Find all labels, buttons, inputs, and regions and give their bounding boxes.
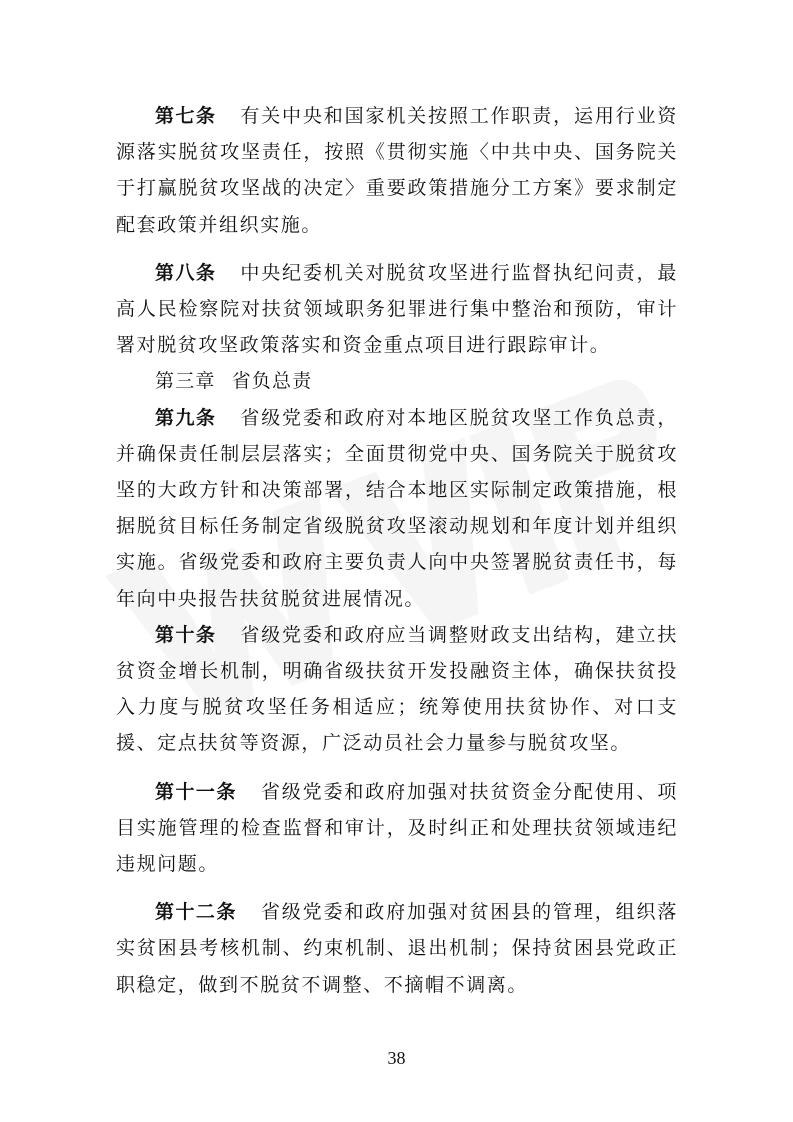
article-text: 省级党委和政府对本地区脱贫攻坚工作负总责，并确保责任制层层落实；全面贯彻党中央、国务院关于脱贫攻坚的大政方针和决策部署，结合本地区实际制定政策措施，根据脱贫目标任务制定省级脱贫攻坚滚动规划和年度计划并组织实施。省级党委和政府主要负责人向中央签署脱贫责任书，每年向中央报告扶贫脱贫进展情况。 [116, 406, 678, 610]
article-heading: 第十一条 [155, 780, 237, 803]
article-paragraph [116, 774, 678, 883]
article-paragraph [116, 400, 678, 617]
article-text: 省级党委和政府加强对贫困县的管理，组织落实贫困县考核机制、约束机制、退出机制；保持贫困县党政正职稳定，做到不脱贫不调整、不摘帽不调离。 [116, 901, 678, 996]
chapter-number: 第三章 [155, 370, 216, 393]
article-paragraph [116, 894, 678, 1003]
article-heading: 第十二条 [155, 901, 237, 924]
article-text: 省级党委和政府加强对扶贫资金分配使用、项目实施管理的检查监督和审计，及时纠正和处理扶贫领域违纪违规问题。 [116, 780, 678, 876]
chapter-heading [116, 363, 678, 399]
article-heading: 第十条 [155, 623, 217, 646]
article-text: 有关中央和国家机关按照工作职责，运用行业资源落实脱贫攻坚责任，按照《贯彻实施〈中共中央、国务院关于打赢脱贫攻坚战的决定〉重要政策措施分工方案》要求制定配套政策并组织实施。 [116, 105, 678, 236]
chapter-title: 省负总责 [231, 370, 313, 393]
article-paragraph [116, 98, 678, 243]
article-heading: 第七条 [155, 105, 217, 127]
article-heading: 第八条 [155, 261, 217, 284]
article-text: 中央纪委机关对脱贫攻坚进行监督执纪问责，最高人民检察院对扶贫领域职务犯罪进行集中整治和预防，审计署对脱贫攻坚政策落实和资金重点项目进行跟踪审计。 [116, 261, 678, 357]
page-number: 38 [387, 1048, 406, 1068]
article-paragraph [116, 255, 678, 364]
article-text: 省级党委和政府应当调整财政支出结构，建立扶贫资金增长机制，明确省级扶贫开发投融资主体，确保扶贫投入力度与脱贫攻坚任务相适应；统筹使用扶贫协作、对口支援、定点扶贫等资源，广泛动员社会力量参与脱贫攻坚。 [116, 623, 678, 755]
article-body [116, 98, 678, 1003]
article-paragraph [116, 617, 678, 762]
article-heading: 第九条 [155, 406, 217, 429]
